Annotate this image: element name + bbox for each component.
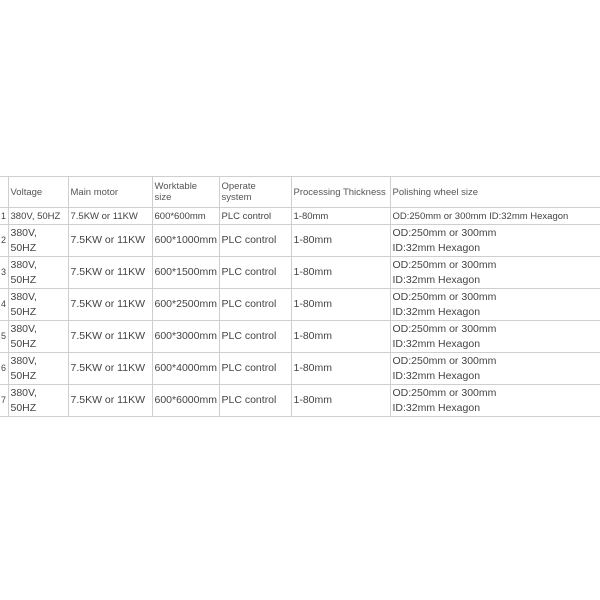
wheel-size-line: ID:32mm Hexagon [392,337,481,350]
table-row [0,257,600,289]
row-index: 6 [0,353,8,385]
cell-operate-system: PLC control [219,208,291,225]
header-voltage: Voltage [8,177,68,208]
wheel-size-line: ID:32mm Hexagon [392,273,481,286]
cell-voltage: 380V, 50HZ [8,289,68,321]
cell-processing-thickness: 1-80mm [291,257,390,289]
cell-polishing-wheel-size [390,225,600,257]
cell-worktable-size: 600*2500mm [152,289,219,321]
cell-worktable-size: 600*4000mm [152,353,219,385]
cell-processing-thickness: 1-80mm [291,321,390,353]
cell-polishing-wheel-size [390,289,600,321]
wheel-size-line: ID:32mm Hexagon [392,241,481,254]
cell-worktable-size: 600*6000mm [152,385,219,417]
header-polishing-wheel-size: Polishing wheel size [390,177,600,208]
cell-voltage: 380V, 50HZ [8,385,68,417]
cell-operate-system: PLC control [219,225,291,257]
cell-main-motor: 7.5KW or 11KW [68,289,152,321]
cell-main-motor: 7.5KW or 11KW [68,257,152,289]
table-row [0,321,600,353]
cell-operate-system: PLC control [219,257,291,289]
cell-voltage: 380V, 50HZ [8,353,68,385]
row-index: 1 [0,208,8,225]
cell-operate-system: PLC control [219,321,291,353]
wheel-size-line: OD:250mm or 300mm [392,258,497,271]
cell-polishing-wheel-size [390,321,600,353]
cell-processing-thickness: 1-80mm [291,208,390,225]
cell-main-motor: 7.5KW or 11KW [68,353,152,385]
cell-operate-system: PLC control [219,385,291,417]
wheel-size-line: ID:32mm Hexagon [392,305,481,318]
cell-voltage: 380V, 50HZ [8,225,68,257]
cell-worktable-size: 600*1500mm [152,257,219,289]
wheel-size-line: ID:32mm Hexagon [392,401,481,414]
row-index: 2 [0,225,8,257]
cell-polishing-wheel-size [390,208,600,225]
cell-processing-thickness: 1-80mm [291,225,390,257]
header-operate-system: Operate system [219,177,291,208]
row-index: 5 [0,321,8,353]
cell-worktable-size: 600*3000mm [152,321,219,353]
cell-processing-thickness: 1-80mm [291,289,390,321]
cell-processing-thickness: 1-80mm [291,385,390,417]
wheel-size-line: OD:250mm or 300mm [392,226,497,239]
wheel-size-line: OD:250mm or 300mm [392,322,497,335]
cell-processing-thickness: 1-80mm [291,353,390,385]
cell-worktable-size: 600*1000mm [152,225,219,257]
cell-polishing-wheel-size [390,385,600,417]
cell-voltage: 380V, 50HZ [8,321,68,353]
table-row [0,385,600,417]
wheel-size-line: OD:250mm or 300mm [392,290,497,303]
cell-operate-system: PLC control [219,353,291,385]
row-index: 7 [0,385,8,417]
header-worktable-size: Worktable size [152,177,219,208]
spec-table [0,176,600,417]
cell-main-motor: 7.5KW or 11KW [68,225,152,257]
wheel-size-line: OD:250mm or 300mm [392,354,497,367]
cell-worktable-size: 600*600mm [152,208,219,225]
cell-polishing-wheel-size [390,353,600,385]
cell-main-motor: 7.5KW or 11KW [68,208,152,225]
header-index [0,177,8,208]
header-main-motor: Main motor [68,177,152,208]
row-index: 3 [0,257,8,289]
table-row [0,353,600,385]
cell-main-motor: 7.5KW or 11KW [68,321,152,353]
table-row [0,225,600,257]
wheel-size-line: OD:250mm or 300mm [392,386,497,399]
table-row [0,289,600,321]
wheel-size-line: ID:32mm Hexagon [392,369,481,382]
cell-polishing-wheel-size [390,257,600,289]
cell-voltage: 380V, 50HZ [8,208,68,225]
row-index: 4 [0,289,8,321]
header-processing-thickness: Processing Thickness [291,177,390,208]
cell-voltage: 380V, 50HZ [8,257,68,289]
cell-main-motor: 7.5KW or 11KW [68,385,152,417]
table-row [0,208,600,225]
wheel-size-line: OD:250mm or 300mm ID:32mm Hexagon [392,210,569,222]
header-row [0,177,600,208]
cell-operate-system: PLC control [219,289,291,321]
